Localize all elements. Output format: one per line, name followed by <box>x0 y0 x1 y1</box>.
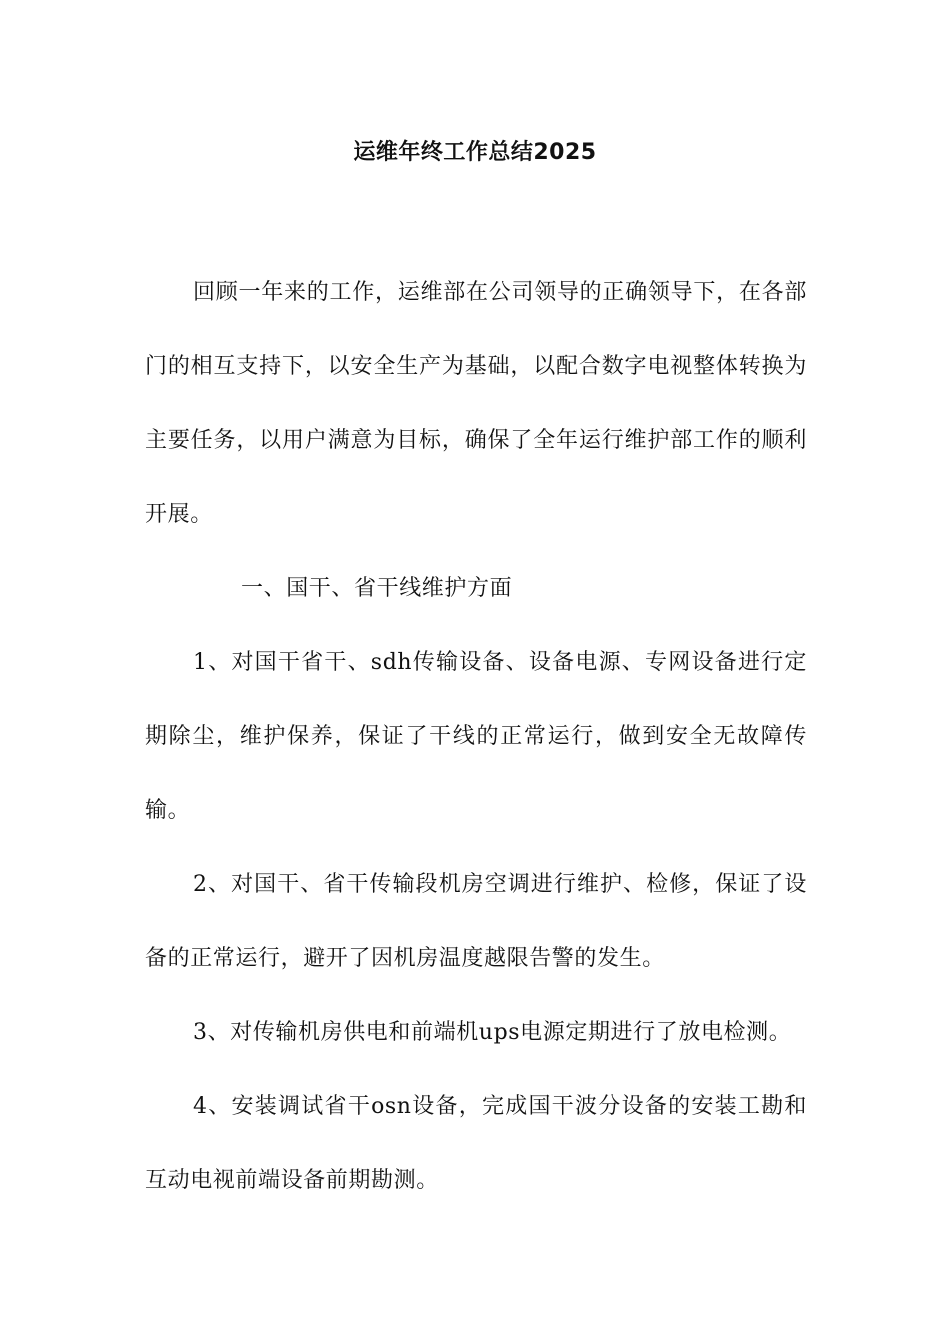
intro-paragraph: 回顾一年来的工作，运维部在公司领导的正确领导下，在各部门的相互支持下，以安全生产为基础，以配合数字电视整体转换为主要任务，以用户满意为目标，确保了全年运行维护部工作的顺利开展。 <box>145 280 807 527</box>
document-body <box>145 256 807 1218</box>
list-item-4: 4、安装调试省干osn设备，完成国干波分设备的安装工勘和互动电视前端设备前期勘测。 <box>145 1094 807 1193</box>
document-title: 运维年终工作总结2025 <box>353 140 597 165</box>
list-item-1: 1、对国干省干、sdh传输设备、设备电源、专网设备进行定期除尘，维护保养，保证了干线的正常运行，做到安全无故障传输。 <box>145 650 807 823</box>
section-heading-trunk-maintenance: 一、国干、省干线维护方面 <box>241 576 513 601</box>
list-item-2: 2、对国干、省干传输段机房空调进行维护、检修，保证了设备的正常运行，避开了因机房温度越限告警的发生。 <box>145 872 807 971</box>
list-item-3: 3、对传输机房供电和前端机ups电源定期进行了放电检测。 <box>193 1020 792 1045</box>
